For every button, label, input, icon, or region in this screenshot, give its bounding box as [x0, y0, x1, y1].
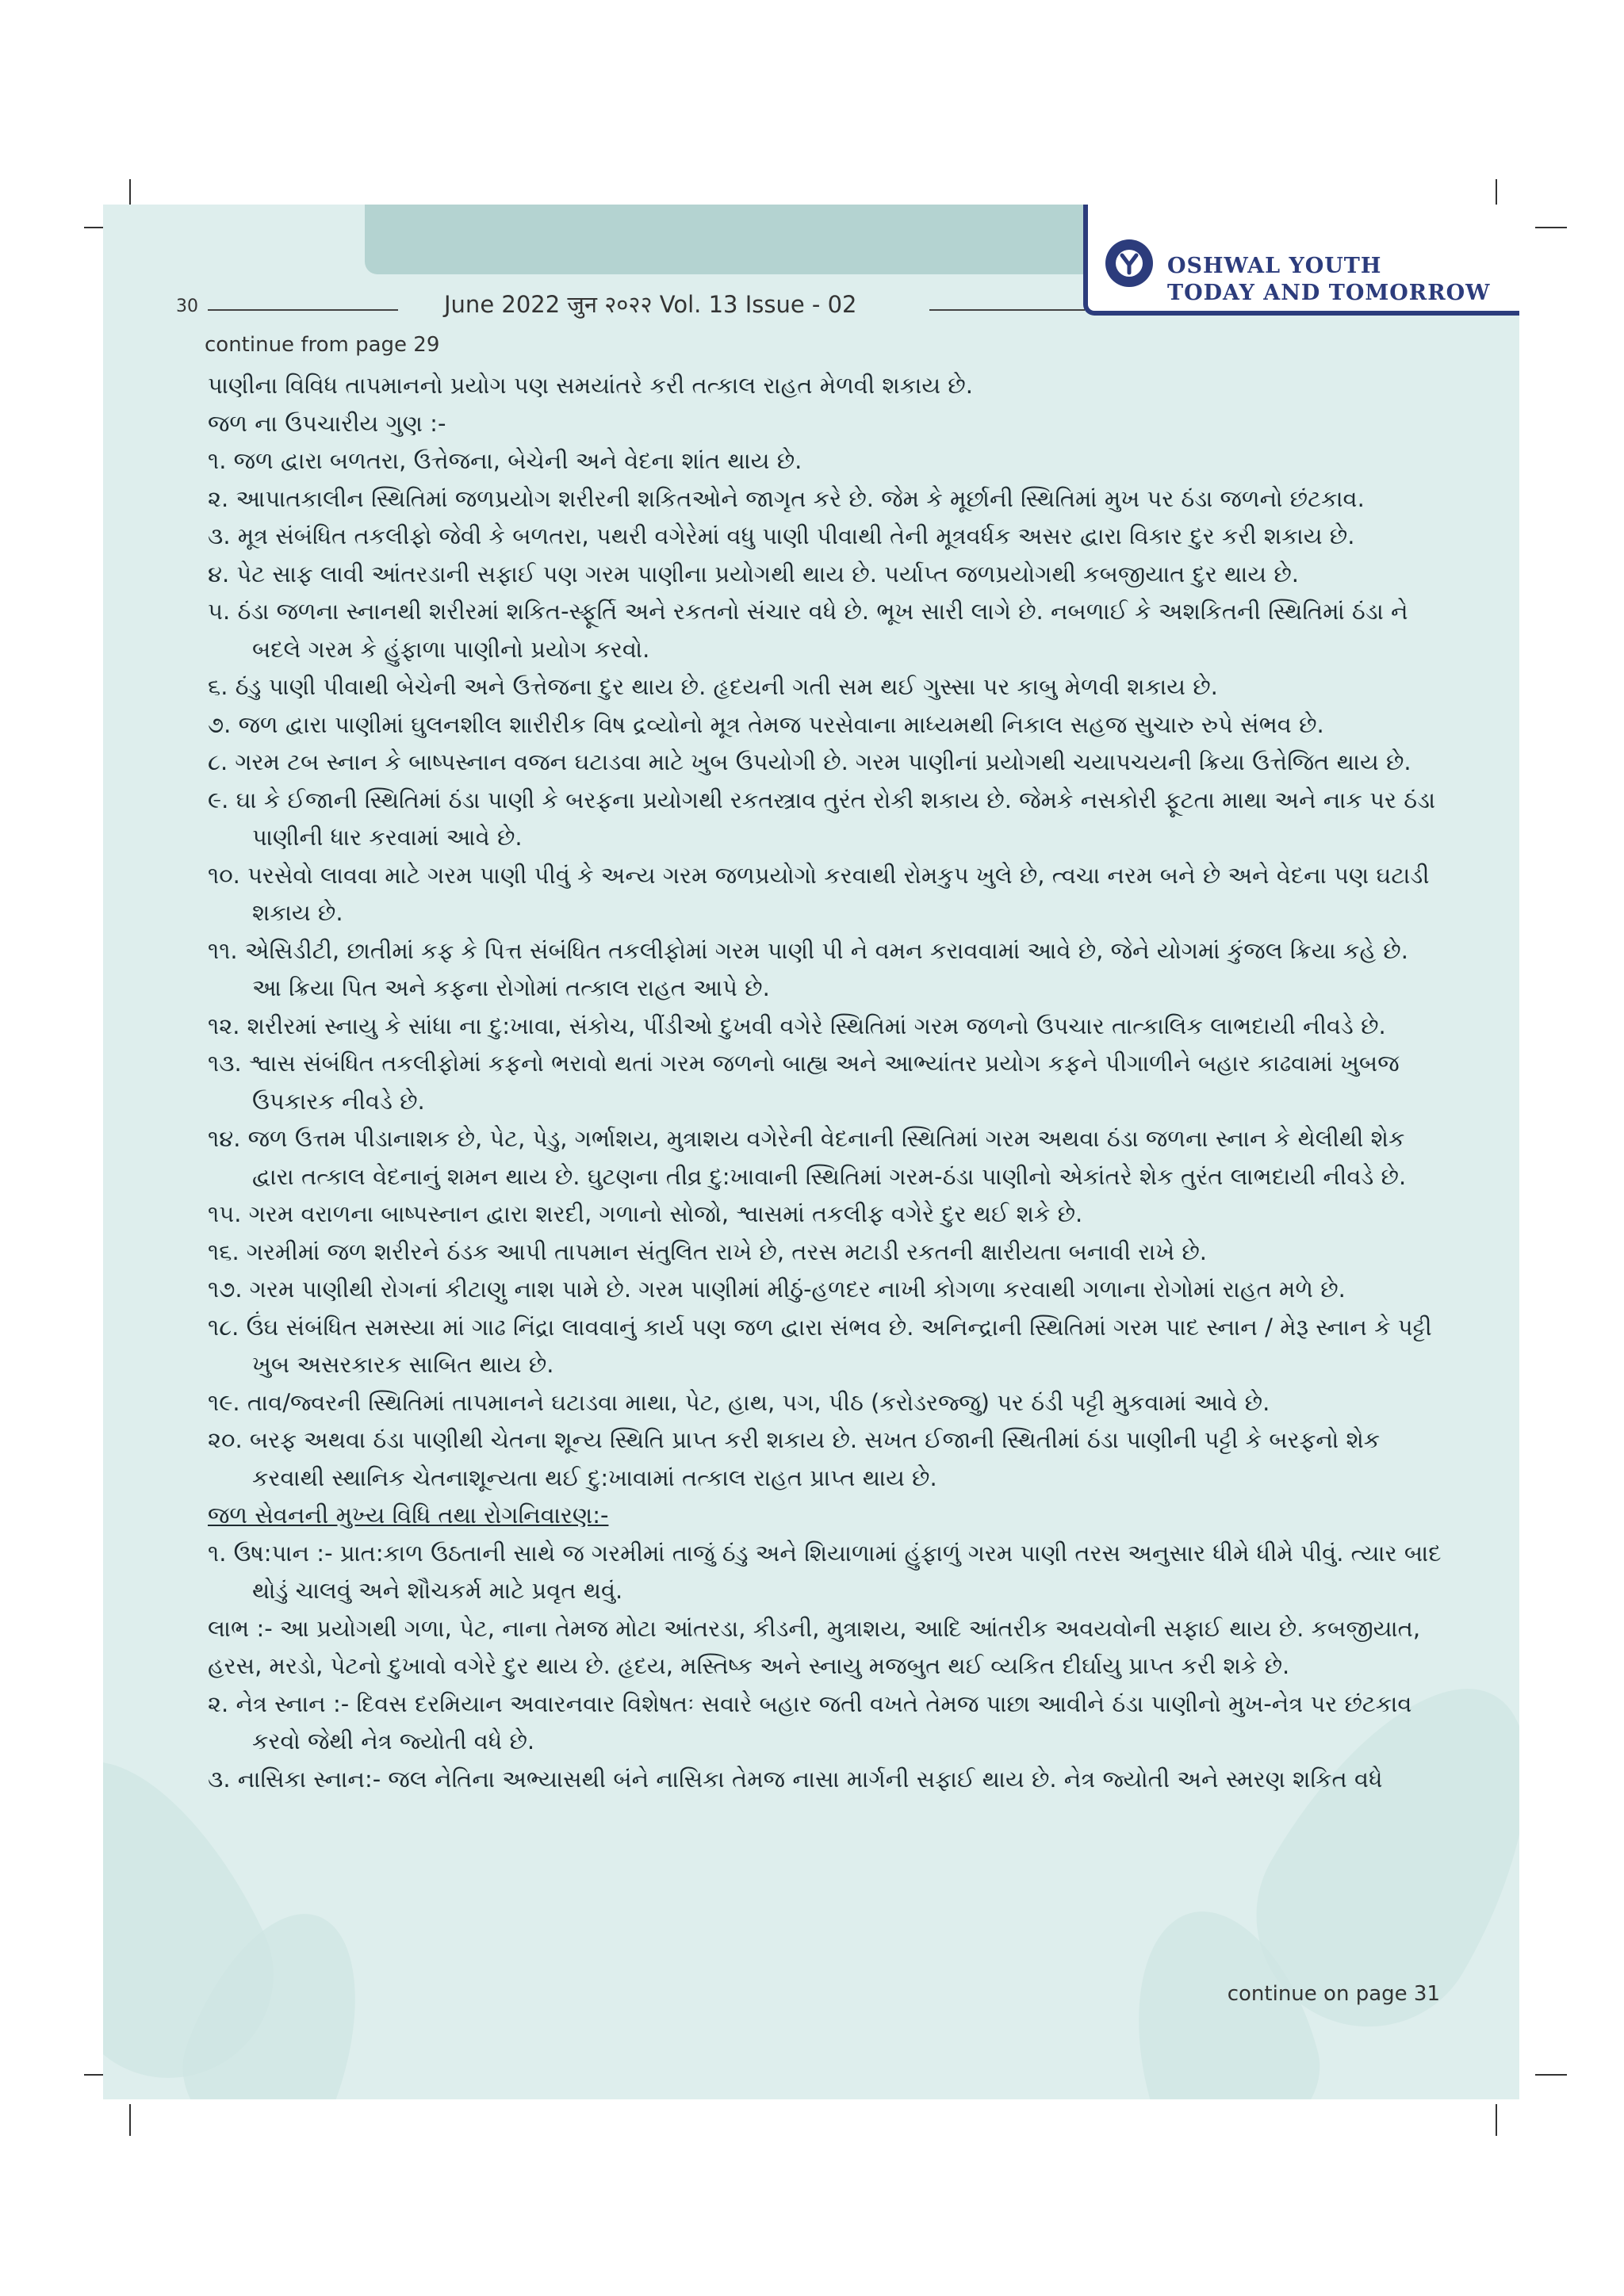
benefit-item: ૧૨. શરીરમાં સ્નાયુ કે સાંધા ના દુ:ખાવા, સંકોચ, પીંડીઓ દુખવી વગેરે સ્થિતિમાં ગરમ જળનો ઉપચાર તાત્કાલિક લાભદાયી નીવડે છે.	[208, 1012, 1386, 1039]
benefit-item: ૭. જળ દ્વારા પાણીમાં ઘુલનશીલ શારીરીક વિષ દ્રવ્યોનો મૂત્ર તેમજ પરસેવાના માધ્યમથી નિકાલ સહજ સુચારુ રુપે સંભવ છે.	[208, 710, 1324, 738]
benefit-item: ૮. ગરમ ટબ સ્નાન કે બાષ્પસ્નાન વજન ઘટાડવા માટે ખુબ ઉપયોગી છે. ગરમ પાણીનાં પ્રયોગથી ચયાપચયની ક્રિયા ઉત્તેજિત થાય છે.	[208, 748, 1411, 775]
brand-title-line2: TODAY AND TOMORROW	[1167, 281, 1491, 305]
brand-title-line1: OSHWAL YOUTH	[1167, 254, 1382, 278]
method-item: ૧. ઉષ:પાન :- પ્રાત:કાળ ઉઠતાની સાથે જ ગરમીમાં તાજું ઠંડુ અને શિયાળામાં હુંફાળું ગરમ પાણી તરસ અનુસાર ધીમે ધીમે પીવું. ત્યાર બાદ થોડું ચાલવું અને શૌચકર્મ માટે પ્રવૃત થવું.	[208, 1539, 1442, 1604]
benefit-item: ૨. આપાતકાલીન સ્થિતિમાં જળપ્રયોગ શરીરની શકિતઓને જાગૃત કરે છે. જેમ કે મૂર્છાની સ્થિતિમાં મુખ પર ઠંડા જળનો છંટકાવ.	[208, 484, 1365, 512]
benefit-item: ૧. જળ દ્વારા બળતરા, ઉત્તેજના, બેચેની અને વેદના શાંત થાય છે.	[208, 447, 802, 474]
header-tab	[365, 205, 1150, 274]
benefit-item: ૧૩. શ્વાસ સંબંધિત તકલીફોમાં કફનો ભરાવો થતાં ગરમ જળનો બાહ્ય અને આભ્યાંતર પ્રયોગ કફને પીગાળીને બહાર કાઢવામાં ખુબજ ઉપકારક નીવડે છે.	[208, 1050, 1400, 1115]
crop-mark	[1535, 2074, 1567, 2076]
header-rule-left	[208, 309, 398, 311]
benefit-item: ૫. ઠંડા જળના સ્નાનથી શરીરમાં શકિત-સ્ફૂર્તિ અને રકતનો સંચાર વધે છે. ભૂખ સારી લાગે છે. નબળાઈ કે અશકિતની સ્થિતિમાં ઠંડા ને બદલે ગરમ કે હુંફાળા પાણીનો પ્રયોગ કરવો.	[208, 598, 1408, 663]
benefit-item: ૧૦. પરસેવો લાવવા માટે ગરમ પાણી પીવું કે અન્ય ગરમ જળપ્રયોગો કરવાથી રોમકુપ ખુલે છે, ત્વચા નરમ બને છે અને વેદના પણ ઘટાડી શકાય છે.	[208, 861, 1430, 926]
benefit-item: ૧૮. ઉંઘ સંબંધિત સમસ્યા માં ગાઢ નિંદ્રા લાવવાનું કાર્ય પણ જળ દ્વારા સંભવ છે. અનિન્દ્રાની સ્થિતિમાં ગરમ પાદ સ્નાન / મેરૂ સ્નાન કે પટ્ટી ખુબ અસરકારક સાબિત થાય છે.	[208, 1313, 1432, 1378]
benefit-item: ૧૪. જળ ઉત્તમ પીડાનાશક છે, પેટ, પેડુ, ગર્ભાશય, મુત્રાશય વગેરેની વેદનાની સ્થિતિમાં ગરમ અથવા ઠંડા જળના સ્નાન કે થેલીથી શેક દ્વારા તત્કાલ વેદનાનું શમન થાય છે. ઘુટણના તીવ્ર દુ:ખાવાની સ્થિતિમાં ગરમ-ઠંડા પાણીનો એકાંતરે શેક તુરંત લાભદાયી નીવડે છે.	[208, 1125, 1407, 1190]
continue-on-label: continue on page 31	[1227, 1982, 1440, 2006]
benefit-item: ૬. ઠંડુ પાણી પીવાથી બેચેની અને ઉત્તેજના દુર થાય છે. હૃદયની ગતી સમ થઈ ગુસ્સા પર કાબુ મેળવી શકાય છે.	[208, 673, 1218, 700]
issue-info: June 2022 जुन २०२२ Vol. 13 Issue - 02	[444, 291, 857, 318]
method-benefit-paragraph: લાભ :- આ પ્રયોગથી ગળા, પેટ, નાના તેમજ મોટા આંતરડા, કીડની, મુત્રાશય, આદિ આંતરીક અવયવોની સફાઈ થાય છે. કબજીયાત, હરસ, મરડો, પેટનો દુખાવો વગેરે દુર થાય છે. હૃદય, મસ્તિષ્ક અને સ્નાયુ મજબુત થઈ વ્યકિત દીર્ઘાયુ પ્રાપ્ત કરી શકે છે.	[208, 1614, 1421, 1679]
benefit-item: ૧૭. ગરમ પાણીથી રોગનાં કીટાણુ નાશ પામે છે. ગરમ પાણીમાં મીઠું-હળદર નાખી કોગળા કરવાથી ગળાના રોગોમાં રાહત મળે છે.	[208, 1276, 1346, 1303]
continue-from-label: continue from page 29	[205, 333, 440, 357]
crop-mark	[1496, 2104, 1497, 2136]
benefit-item: ૩. મૂત્ર સંબંધિત તકલીફો જેવી કે બળતરા, પથરી વગેરેમાં વધુ પાણી પીવાથી તેની મૂત્રવર્ધક અસર દ્વારા વિકાર દુર કરી શકાય છે.	[208, 522, 1355, 549]
page-number: 30	[176, 297, 198, 316]
benefit-item: ૧૬. ગરમીમાં જળ શરીરને ઠંડક આપી તાપમાન સંતુલિત રાખે છે, તરસ મટાડી રકતની ક્ષારીયતા બનાવી રાખે છે.	[208, 1238, 1208, 1265]
article-body	[208, 367, 1445, 1798]
benefit-item: ૨૦. બરફ અથવા ઠંડા પાણીથી ચેતના શૂન્ય સ્થિતિ પ્રાપ્ત કરી શકાય છે. સખત ઈજાની સ્થિતીમાં ઠંડા પાણીની પટ્ટી કે બરફનો શેક કરવાથી સ્થાનિક ચેતનાશૂન્યતા થઈ દુ:ખાવામાં તત્કાલ રાહત પ્રાપ્ત થાય છે.	[208, 1426, 1381, 1491]
crop-mark	[1535, 227, 1567, 228]
benefit-item: ૧૧. એસિડીટી, છાતીમાં કફ કે પિત્ત સંબંધિત તકલીફોમાં ગરમ પાણી પી ને વમન કરાવવામાં આવે છે, જેને યોગમાં કુંજલ ક્રિયા કહે છે. આ ક્રિયા પિત અને કફના રોગોમાં તત્કાલ રાહત આપે છે.	[208, 936, 1408, 1001]
method-item: ૩. નાસિકા સ્નાન:- જલ નેતિના અભ્યાસથી બંને નાસિકા તેમજ નાસા માર્ગની સફાઈ થાય છે. નેત્ર જ્યોતી અને સ્મરણ શકિત વધે	[208, 1765, 1383, 1793]
brand-badge	[1083, 205, 1519, 316]
section-heading-methods: જળ સેવનની મુખ્ય વિધિ તથા રોગનિવારણ:-	[208, 1502, 609, 1529]
benefit-item: ૧૫. ગરમ વરાળના બાષ્પસ્નાન દ્વારા શરદી, ગળાનો સોજો, શ્વાસમાં તકલીફ વગેરે દુર થઈ શકે છે.	[208, 1200, 1083, 1227]
section-heading-benefits: જળ ના ઉપચારીય ગુણ :-	[208, 409, 446, 437]
intro-paragraph: પાણીના વિવિધ તાપમાનનો પ્રયોગ પણ સમયાંતરે કરી તત્કાલ રાહત મેળવી શકાય છે.	[208, 372, 973, 399]
benefit-item: ૯. ઘા કે ઈજાની સ્થિતિમાં ઠંડા પાણી કે બરફના પ્રયોગથી રકતસ્ત્રાવ તુરંત રોકી શકાય છે. જેમકે નસકોરી ફૂટતા માથા અને નાક પર ઠંડા પાણીની ધાર કરવામાં આવે છે.	[208, 786, 1436, 851]
benefit-item: ૪. પેટ સાફ લાવી આંતરડાની સફાઈ પણ ગરમ પાણીના પ્રયોગથી થાય છે. પર્યાપ્ત જળપ્રયોગથી કબજીયાત દુર થાય છે.	[208, 560, 1300, 587]
oshwal-youth-logo-icon	[1105, 239, 1153, 287]
benefit-item: ૧૯. તાવ/જ્વરની સ્થિતિમાં તાપમાનને ઘટાડવા માથા, પેટ, હાથ, પગ, પીઠ (કરોડરજ્જુ) પર ઠંડી પટ્ટી મુકવામાં આવે છે.	[208, 1388, 1270, 1416]
header-rule-right	[929, 309, 1085, 311]
method-item: ૨. નેત્ર સ્નાન :- દિવસ દરમિયાન અવારનવાર વિશેષતઃ સવારે બહાર જતી વખતે તેમજ પાછા આવીને ઠંડા પાણીનો મુખ-નેત્ર પર છંટકાવ કરવો જેથી નેત્ર જ્યોતી વધે છે.	[208, 1689, 1412, 1755]
crop-mark	[129, 2104, 131, 2136]
